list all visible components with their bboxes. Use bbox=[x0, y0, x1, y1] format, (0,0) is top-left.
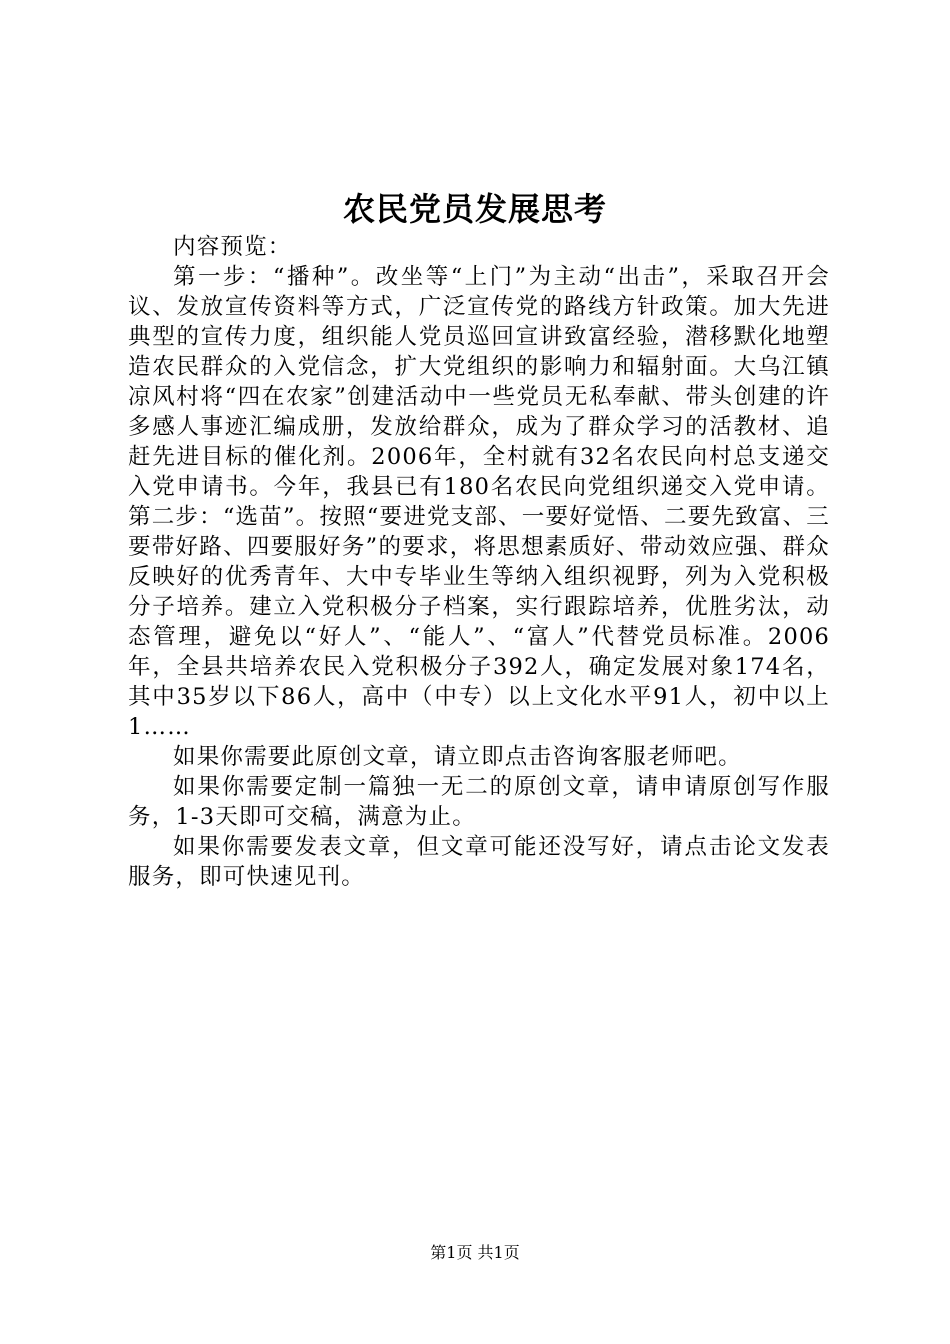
document-body bbox=[128, 232, 830, 892]
preview-label: 内容预览： bbox=[173, 234, 292, 260]
document-title: 农民党员发展思考 bbox=[342, 190, 607, 228]
notice-publishing: 如果你需要发表文章，但文章可能还没写好，请点击论文发表服务，即可快速见刊。 bbox=[128, 834, 830, 890]
notice-custom-writing: 如果你需要定制一篇独一无二的原创文章，请申请原创写作服务，1-3天即可交稿，满意为止。 bbox=[128, 774, 830, 830]
preview-text: 第一步：“播种”。改坐等“上门”为主动“出击”，采取召开会议、发放宣传资料等方式，广泛宣传党的路线方针政策。加大先进典型的宣传力度，组织能人党员巡回宣讲致富经验，潜移默化地塑造农民群众的入党信念，扩大党组织的影响力和辐射面。大乌江镇凉风村将“四在农家”创建活动中一些党员无私奉献、带头创建的许多感人事迹汇编成册，发放给群众，成为了群众学习的活教材、追赶先进目标的催化剂。2006年，全村就有32名农民向村总支递交入党申请书。今年，我县已有180名农民向党组织递交入党申请。第二步：“选苗”。按照“要进党支部、一要好觉悟、二要先致富、三要带好路、四要服好务”的要求，将思想素质好、带动效应强、群众反映好的优秀青年、大中专毕业生等纳入组织视野，列为入党积极分子培养。建立入党积极分子档案，实行跟踪培养，优胜劣汰，动态管理，避免以“好人”、“能人”、“富人”代替党员标准。2006年，全县共培养农民入党积极分子392人，确定发展对象174名，其中35岁以下86人，高中（中专）以上文化水平91人，初中以上1…… bbox=[128, 264, 830, 740]
notice-consult: 如果你需要此原创文章，请立即点击咨询客服老师吧。 bbox=[173, 744, 742, 770]
page-number: 第1页 共1页 bbox=[430, 1243, 520, 1262]
